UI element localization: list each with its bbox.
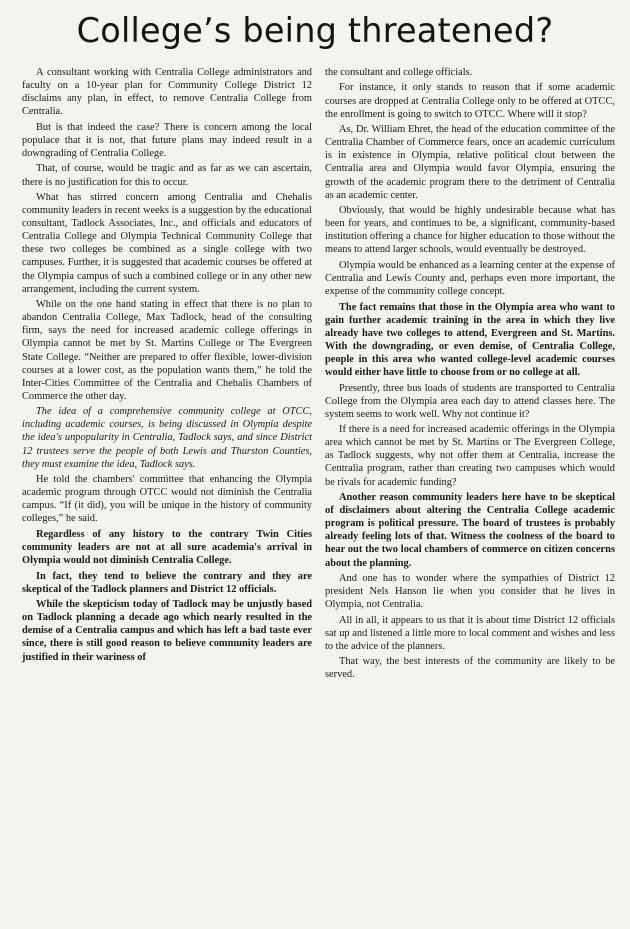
paragraph: What has stirred concern among Centralia and Chehalis community leaders in recent weeks is a suggestion by the educational consultant, Tadlock Associates, Inc., and officials and educators of Centralia College and Olympia Technical Community College that these two colleges be combined as a single college with two campuses. Further, it is suggested that academic courses be offered at the Olympia campus of such a combined college or in any other new arrangement, including the current system.: [22, 192, 312, 295]
paragraph: He told the chambers' committee that enhancing the Olympia academic program through OTCC would not diminish the Centralia campus. “If (it did), you will be unique in the history of community colleges,” he said.: [22, 474, 312, 525]
article-body: [12, 66, 618, 924]
paragraph: For instance, it only stands to reason that if some academic courses are dropped at Centralia College only to be offered at OTCC, the enrollment is going to switch to OTCC. Where will it stop?: [325, 82, 615, 120]
paragraph: That way, the best interests of the community are likely to be served.: [325, 656, 615, 681]
paragraph: the consultant and college officials.: [325, 67, 473, 78]
paragraph: Obviously, that would be highly undesirable because what has been for years, and continues to be, a significant, community-based institution offering a chance for higher education to those without the means to attend larger schools, would eventually be destroyed.: [325, 205, 615, 256]
paragraph: All in all, it appears to us that it is about time District 12 officials sat up and listened a little more to local comment and wishes and less to the advice of the planners.: [325, 614, 615, 652]
paragraph: The fact remains that those in the Olympia area who want to gain further academic training in the area in which they live already have two colleges to attend, Evergreen and St. Martins. With the downgrading, or even demise, of Centralia College, people in this area who wanted college-level academic courses would either have little to choose from or no college at all.: [325, 301, 615, 379]
left-column: [22, 66, 312, 666]
paragraph: That, of course, would be tragic and as far as we can ascertain, there is no justification for this to occur.: [22, 163, 312, 188]
paragraph: Another reason community leaders here have to be skeptical of disclaimers about altering the Centralia College academic program is political pressure. The board of trustees is probably already feeling lots of that. Witness the coolness of the board to hear out the two local chambers of commerce on citizen concerns about the planning.: [325, 492, 615, 569]
paragraph: The idea of a comprehensive community college at OTCC, including academic courses, is being discussed in Olympia despite the idea's unpopularity in Centralia, Tadlock says, and since District 12 trustees serve the people of both Lewis and Thurston Counties, they must examine the idea, Tadlock says.: [22, 406, 312, 470]
paragraph: Olympia would be enhanced as a learning center at the expense of Centralia and Lewis County and, perhaps even more important, the expense of the community college concept.: [325, 259, 615, 298]
paragraph: And one has to wonder where the sympathies of District 12 president Nels Hanson lie when you consider that he lives in Olympia, not Centralia.: [325, 572, 615, 611]
paragraph: While the skepticism today of Tadlock may be unjustly based on Tadlock planning a decade ago which nearly resulted in the demise of a Centralia campus and which has left a bad taste ever since, there is still good reason to believe community leaders are justified in their wariness of: [22, 599, 312, 663]
paragraph: As, Dr. William Ehret, the head of the education committee of the Centralia Chamber of Commerce fears, once an academic curriculum is in existence in Olympia, relative political clout between the Centralia area and Olympia would favor Olympia, ensuring the growth of the academic program there to the detriment of Centralia as an academic center.: [325, 124, 615, 201]
paragraph: Presently, three bus loads of students are transported to Centralia College from the Olympia area each day to attend classes here. The system seems to work well. Why not continue it?: [325, 382, 615, 420]
right-column: [325, 66, 615, 684]
paragraph: While on the one hand stating in effect that there is no plan to abandon Centralia College, Max Tadlock, head of the consulting firm, says the need for increased academic college offerings in Olympia cannot be met by St. Martins College or The Evergreen State College. “Neither are prepared to offer flexible, lower-division courses at a lower cost, as the population wants them,” he told the Inter-Cities Committee of the Centralia and Chehalis Chambers of Commerce the other day.: [22, 299, 312, 402]
paragraph: If there is a need for increased academic offerings in the Olympia area which cannot be met by St. Martins or The Evergreen College, as Tadlock suggests, why not offer them at Centralia, increase the Centralia program, rather than creating two campuses which would be rivals for academic funding?: [325, 424, 615, 488]
paragraph: In fact, they tend to believe the contrary and they are skeptical of the Tadlock planners and District 12 officials.: [22, 570, 312, 595]
paragraph: But is that indeed the case? There is concern among the local populace that it is not, that future plans may indeed result in a downgrading of Centralia College.: [22, 121, 312, 159]
paragraph: Regardless of any history to the contrary Twin Cities community leaders are not at all sure academia's arrival in Olympia would not diminish Centralia College.: [22, 528, 312, 567]
paragraph: A consultant working with Centralia College administrators and faculty on a 10-year plan for Community College District 12 disclaims any plan, in effect, to remove Centralia College from Centralia.: [22, 67, 312, 118]
headline: College’s being threatened?: [76, 11, 554, 50]
